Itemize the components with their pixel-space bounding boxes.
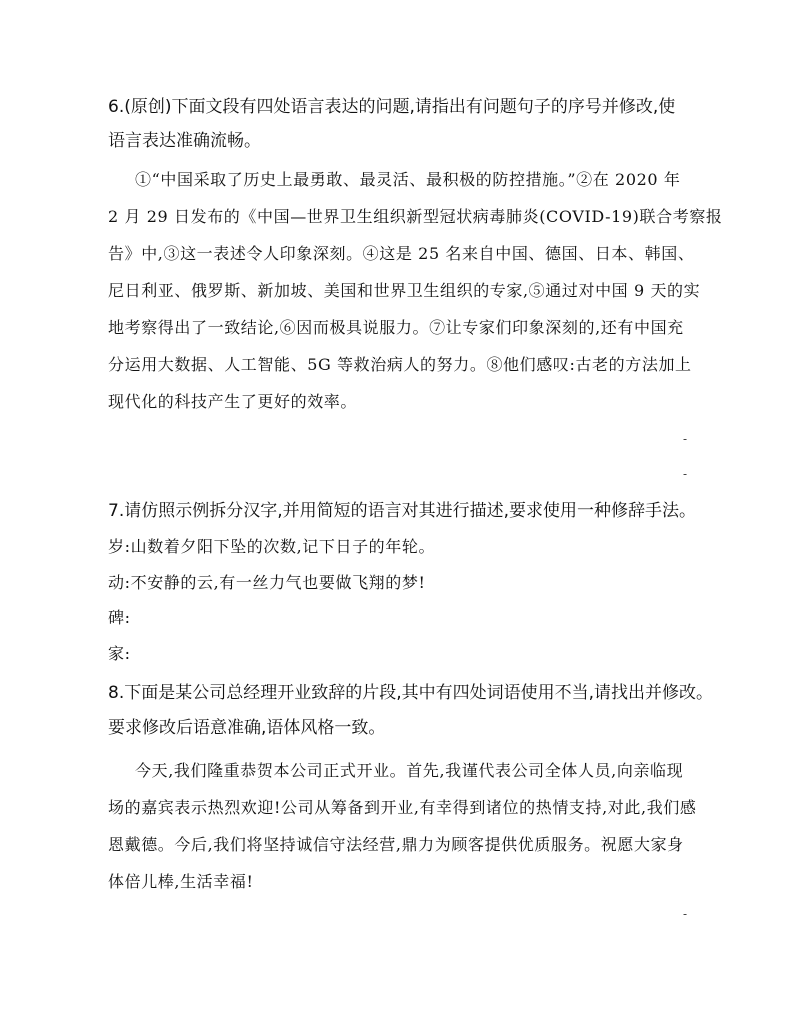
q6-passage-line: 2 月 29 日发布的《中国—世界卫生组织新型冠状病毒肺炎(COVID-19)联合考察报 — [108, 207, 723, 226]
blank-marker: - — [683, 432, 688, 446]
q8-passage-line: 今天,我们隆重恭贺本公司正式开业。首先,我谨代表公司全体人员,向亲临现 — [135, 761, 684, 780]
q6-passage-line: 分运用大数据、人工智能、5G 等救治病人的努力。⑧他们感叹:古老的方法加上 — [108, 355, 692, 374]
q6-passage-line: 告》中,③这一表述令人印象深刻。④这是 25 名来自中国、德国、日本、韩国、 — [108, 244, 695, 263]
q6-passage-line: 现代化的科技产生了更好的效率。 — [108, 392, 358, 411]
blank-marker: - — [683, 467, 688, 481]
q7-prompt: 7.请仿照示例拆分汉字,并用简短的语言对其进行描述,要求使用一种修辞手法。 — [108, 501, 697, 521]
q6-prompt-line1: 6.(原创)下面文段有四处语言表达的问题,请指出有问题句子的序号并修改,使 — [108, 97, 676, 117]
q7-example-2: 动:不安静的云,有一丝力气也要做飞翔的梦! — [108, 573, 426, 592]
q7-blank-1: 碑: — [108, 608, 131, 627]
q8-prompt-line2: 要求修改后语意准确,语体风格一致。 — [108, 718, 386, 738]
q8-passage-line: 场的嘉宾表示热烈欢迎!公司从筹备到开业,有幸得到诸位的热情支持,对此,我们感 — [108, 798, 697, 817]
q8-passage-line: 恩戴德。今后,我们将坚持诚信守法经营,鼎力为顾客提供优质服务。祝愿大家身 — [108, 835, 684, 854]
q6-passage-line: ①“中国采取了历史上最勇敢、最灵活、最积极的防控措施。”②在 2020 年 — [135, 170, 681, 189]
q6-passage-line: 地考察得出了一致结论,⑥因而极具说服力。⑦让专家们印象深刻的,还有中国充 — [108, 318, 684, 337]
q7-blank-2: 家: — [108, 644, 131, 663]
q6-prompt-line2: 语言表达准确流畅。 — [108, 131, 261, 151]
q8-prompt-line1: 8.下面是某公司总经理开业致辞的片段,其中有四处词语使用不当,请找出并修改。 — [108, 683, 714, 703]
q8-passage-line: 体倍儿棒,生活幸福! — [108, 872, 254, 891]
blank-marker: - — [683, 907, 688, 921]
q6-passage-line: 尼日利亚、俄罗斯、新加坡、美国和世界卫生组织的专家,⑤通过对中国 9 天的实 — [108, 281, 701, 300]
q7-example-1: 岁:山数着夕阳下坠的次数,记下日子的年轮。 — [108, 537, 436, 556]
